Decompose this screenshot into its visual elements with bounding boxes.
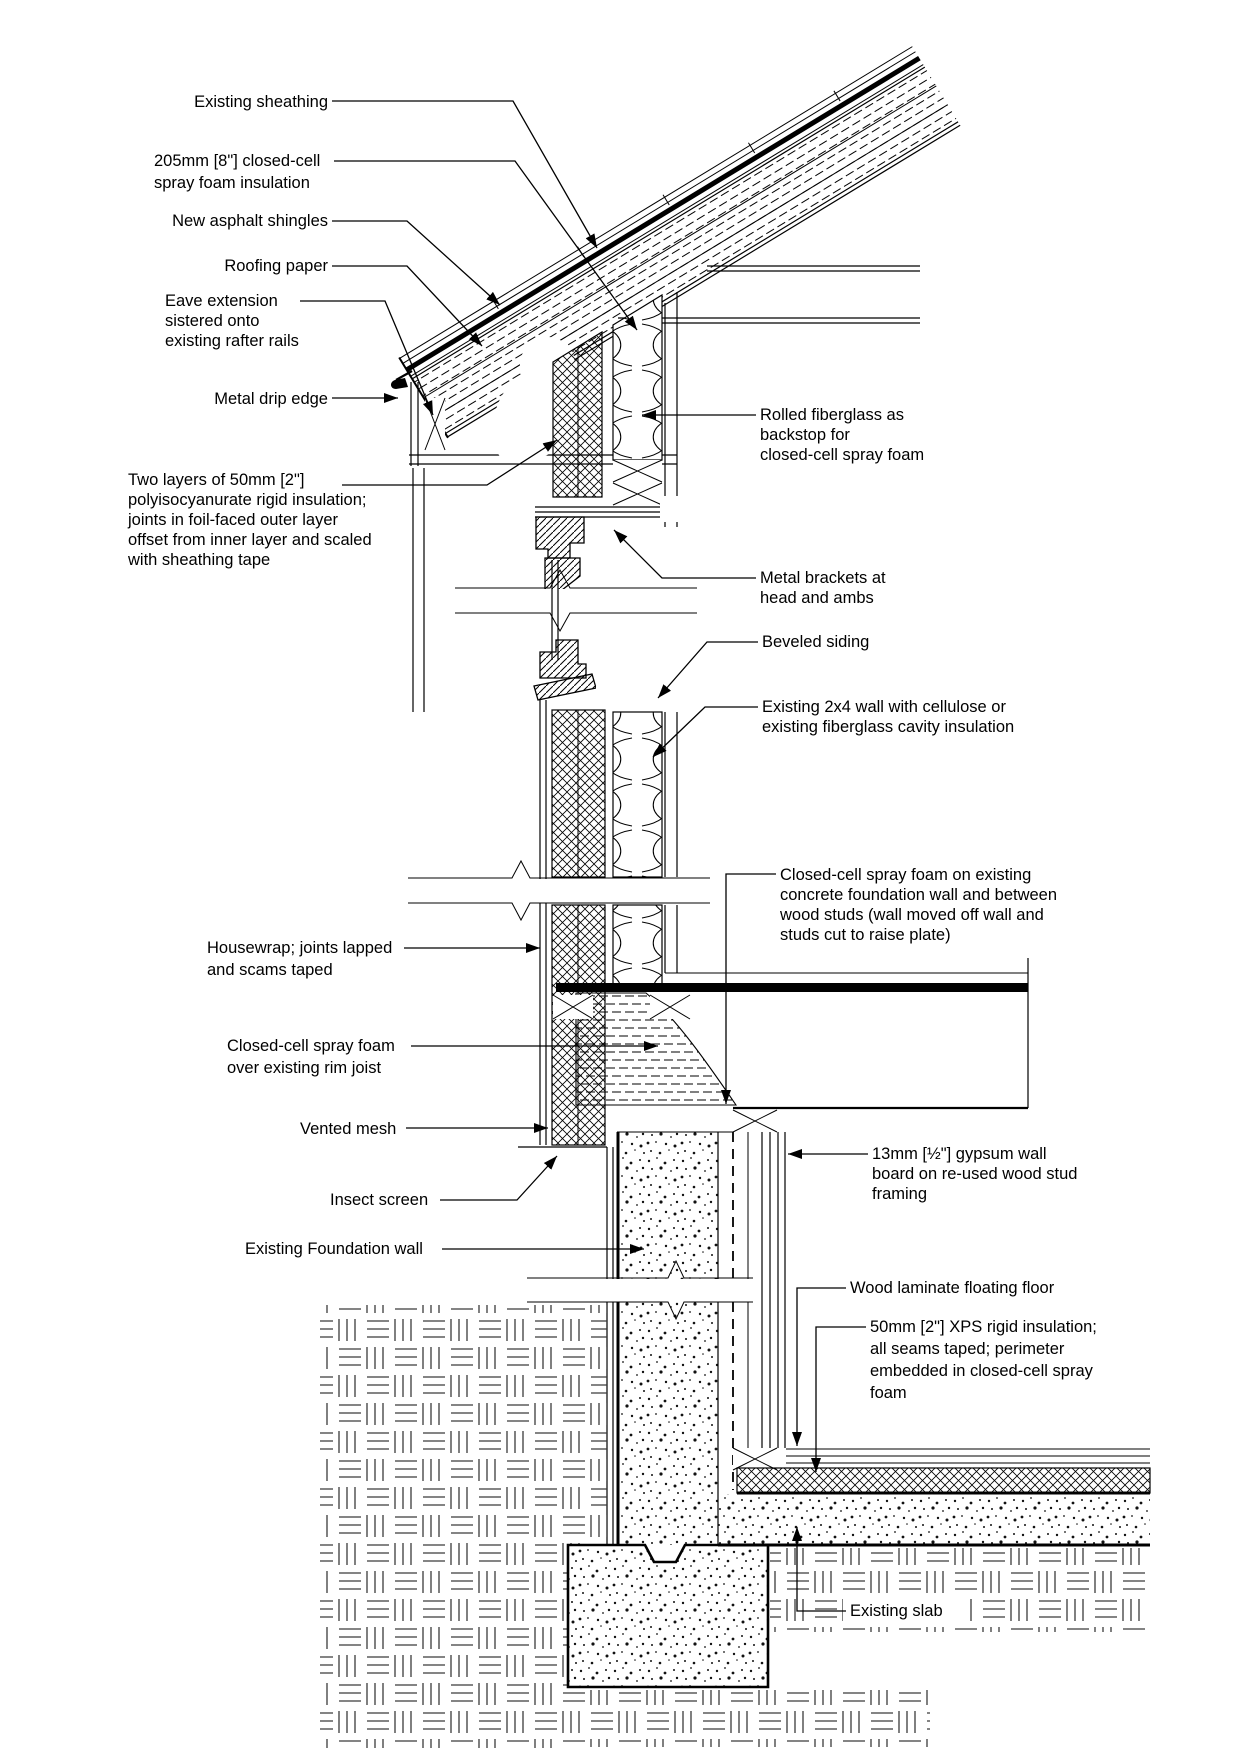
head-bracket <box>660 496 690 522</box>
fiberglass-batt-mid-2 <box>613 905 662 985</box>
fascia-lines <box>411 382 418 466</box>
leader-insect-screen <box>440 1156 557 1200</box>
label-asphalt-shingles: New asphalt shingles <box>172 212 328 230</box>
label-ccsf-foundation-2: concrete foundation wall and between <box>780 886 1058 904</box>
sill-trim-extension <box>596 686 694 706</box>
leader-metal-brackets <box>614 530 756 578</box>
label-gypsum-3: framing <box>872 1185 928 1203</box>
label-gypsum-2: board on re-used wood stud <box>872 1165 1078 1183</box>
gypsum-board-lines <box>778 1132 785 1448</box>
stud-face-lines <box>762 1132 770 1448</box>
break3-gap <box>527 1279 753 1302</box>
label-rolled-fiberglass-2: backstop for <box>760 426 850 444</box>
break1-gap <box>455 589 697 613</box>
label-polyiso-4: offset from inner layer and scaled <box>128 531 372 549</box>
label-ccsf-foundation-3: wood studs (wall moved off wall and <box>780 906 1044 924</box>
label-eave-extension-1: Eave extension <box>165 292 278 310</box>
label-xps-1: 50mm [2"] XPS rigid insulation; <box>870 1318 1097 1336</box>
label-insect-screen: Insect screen <box>330 1191 429 1209</box>
housewrap-lines <box>540 700 546 1145</box>
label-eave-extension-3: existing rafter rails <box>165 332 299 350</box>
label-existing-2x4-2: existing fiberglass cavity insulation <box>762 718 1015 736</box>
label-polyiso-2: polyisocyanurate rigid insulation; <box>128 491 367 509</box>
label-ccsf-rim-2: over existing rim joist <box>227 1059 382 1077</box>
leader-asphalt-shingles <box>332 221 500 305</box>
leader-roofing-paper <box>332 266 482 346</box>
label-ccsf-rim-1: Closed-cell spray foam <box>227 1037 395 1055</box>
leader-existing-sheathing <box>332 101 597 248</box>
first-floor-assembly <box>553 958 1028 1132</box>
label-polyiso-5: with sheathing tape <box>128 551 271 569</box>
label-vented-mesh: Vented mesh <box>300 1120 397 1138</box>
foundation-parging-lines <box>607 1147 613 1545</box>
label-spray-foam-roof-2: spray foam insulation <box>154 174 310 192</box>
foundation-assembly <box>607 1132 733 1545</box>
label-polyiso-1: Two layers of 50mm [2"] <box>128 471 305 489</box>
drip-edge-icon <box>391 378 408 389</box>
slab-concrete <box>718 1494 1150 1545</box>
footing-with-keyway <box>568 1545 768 1687</box>
window-casing-lines <box>413 468 424 712</box>
label-rolled-fiberglass-3: closed-cell spray foam <box>760 446 925 464</box>
label-ccsf-foundation-1: Closed-cell spray foam on existing <box>780 866 1032 884</box>
window-sill-sash <box>540 640 586 678</box>
roof-sheathing-line <box>405 56 920 372</box>
label-rolled-fiberglass-1: Rolled fiberglass as <box>760 406 904 424</box>
basement-interior-wall <box>733 1132 785 1490</box>
label-xps-4: foam <box>870 1384 907 1402</box>
interior-face-upper <box>665 292 677 527</box>
soil-under-footing <box>568 1690 930 1747</box>
foundation-concrete <box>617 1132 718 1545</box>
label-existing-slab: Existing slab <box>850 1602 943 1620</box>
label-polyiso-3: joints in foil-faced outer layer <box>128 511 339 529</box>
label-ccsf-foundation-4: studs cut to raise plate) <box>780 926 951 944</box>
label-beveled-siding: Beveled siding <box>762 633 870 651</box>
leader-existing-2x4 <box>653 707 758 757</box>
floating-floor-lines <box>786 1449 1150 1463</box>
label-housewrap-1: Housewrap; joints lapped <box>207 939 393 957</box>
label-roofing-paper: Roofing paper <box>224 257 328 275</box>
leader-beveled-siding <box>658 642 758 698</box>
label-existing-sheathing: Existing sheathing <box>194 93 328 111</box>
label-metal-drip-edge: Metal drip edge <box>214 390 328 408</box>
break2-gap <box>408 879 710 903</box>
label-eave-extension-2: sistered onto <box>165 312 260 330</box>
label-existing-2x4-1: Existing 2x4 wall with cellulose or <box>762 698 1006 716</box>
footing-assembly <box>568 1545 768 1687</box>
fiberglass-batt-mid-1 <box>613 712 662 877</box>
basement-floor-assembly <box>718 1449 1150 1545</box>
soil-left-upper <box>320 1305 607 1545</box>
label-spray-foam-roof-1: 205mm [8"] closed-cell <box>154 152 321 170</box>
label-xps-3: embedded in closed-cell spray <box>870 1362 1093 1380</box>
label-metal-brackets-2: head and ambs <box>760 589 874 607</box>
label-floating-floor: Wood laminate floating floor <box>850 1279 1055 1297</box>
label-xps-2: all seams taped; perimeter <box>870 1340 1065 1358</box>
label-housewrap-2: and scams taped <box>207 961 333 979</box>
leader-floating-floor <box>797 1288 846 1446</box>
interior-face-mid <box>665 712 677 973</box>
floor-band <box>556 983 1028 992</box>
soil-left-lower <box>320 1545 568 1748</box>
window-head-frame <box>536 517 584 558</box>
roofing-paper-line <box>411 65 924 377</box>
roof-assembly <box>398 44 961 438</box>
top-plate-blocking <box>613 460 662 505</box>
label-foundation-wall: Existing Foundation wall <box>245 1240 423 1258</box>
leader-xps <box>816 1327 866 1472</box>
label-gypsum-1: 13mm [½"] gypsum wall <box>872 1145 1047 1163</box>
break1-bottom <box>455 613 697 631</box>
label-metal-brackets-1: Metal brackets at <box>760 569 886 587</box>
xps-insulation-band <box>737 1468 1150 1493</box>
